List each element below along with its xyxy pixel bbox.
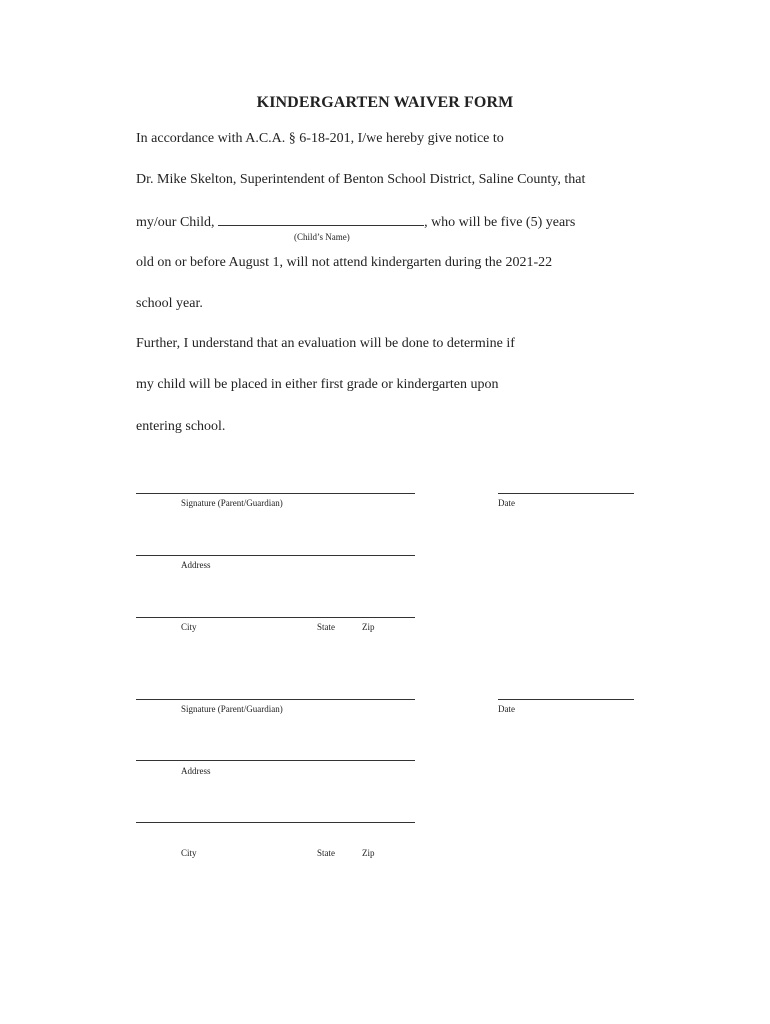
address-line-1[interactable] — [136, 555, 415, 556]
child-name-blank[interactable] — [218, 213, 424, 226]
paragraph-line-1: In accordance with A.C.A. § 6-18-201, I/we hereby give notice to — [136, 131, 504, 146]
paragraph-line-6: Further, I understand that an evaluation will be done to determine if — [136, 336, 515, 351]
signature-label-1: Signature (Parent/Guardian) — [181, 498, 283, 508]
zip-label-1: Zip — [362, 622, 375, 632]
child-line-suffix: , who will be five (5) years — [424, 215, 576, 230]
address-label-1: Address — [181, 560, 211, 570]
city-label-1: City — [181, 622, 197, 632]
form-title: KINDERGARTEN WAIVER FORM — [256, 94, 514, 111]
address-label-2: Address — [181, 766, 211, 776]
child-line-prefix: my/our Child, — [136, 215, 215, 230]
child-name-caption: (Child’s Name) — [294, 232, 350, 242]
date-label-1: Date — [498, 498, 515, 508]
signature-line-1[interactable] — [136, 493, 415, 494]
state-label-1: State — [317, 622, 335, 632]
address-line-2[interactable] — [136, 760, 415, 761]
date-label-2: Date — [498, 704, 515, 714]
paragraph-line-3 — [136, 213, 575, 231]
signature-label-2: Signature (Parent/Guardian) — [181, 704, 283, 714]
signature-line-2[interactable] — [136, 699, 415, 700]
paragraph-line-4: old on or before August 1, will not attend kindergarten during the 2021-22 — [136, 255, 553, 270]
date-line-1[interactable] — [498, 493, 634, 494]
city-state-zip-line-2[interactable] — [136, 822, 415, 823]
paragraph-line-2: Dr. Mike Skelton, Superintendent of Benton School District, Saline County, that — [136, 172, 586, 187]
paragraph-line-8: entering school. — [136, 419, 226, 434]
city-state-zip-line-1[interactable] — [136, 617, 415, 618]
paragraph-line-7: my child will be placed in either first grade or kindergarten upon — [136, 377, 499, 392]
state-label-2: State — [317, 848, 335, 858]
zip-label-2: Zip — [362, 848, 375, 858]
city-label-2: City — [181, 848, 197, 858]
paragraph-line-5: school year. — [136, 296, 203, 311]
date-line-2[interactable] — [498, 699, 634, 700]
